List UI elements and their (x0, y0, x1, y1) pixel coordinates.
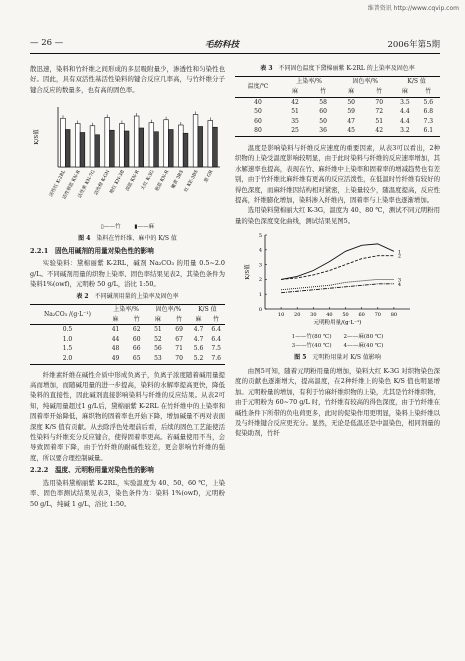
paragraph: 由图5可知，随着元明粉用量的增加，染料大红 K-3G 对织物染色深度的贡献也逐渐增大，提高温度，在2种纤维上的染色 K/S 值也明显增加。元明粉量的增加，有利于竹麻纤维织物的上染，尤其是竹纤维织物，由于元明粉为 60~70 g/L 时，竹纤维有较高的得色深度，由于竹纤维在碱性条件下所带的负电荷更多，此时的促染作用更明显，染料上染纤维以及与纤维键合反应更充分。显然，无论是低温还是中温染色，相同剂量的促染助剂，竹纤 (235, 367, 440, 438)
fig4-legend (30, 223, 225, 232)
bar-linen (65, 130, 70, 168)
x-tick-label: 深蓝 KN-R (125, 169, 141, 193)
table-row: 80 25 36 45 42 3.2 6.1 (235, 126, 440, 136)
page-number: — 26 — (30, 38, 64, 48)
x-tick-label: 活性黄 KN-7G (77, 169, 97, 200)
x-tick-label: 活性翠蓝 KN-R (62, 169, 82, 201)
x-tick-label: 艳红 KN-3B (109, 169, 127, 196)
bar-linen (80, 133, 85, 168)
right-column (235, 64, 440, 439)
bar-bamboo (193, 115, 198, 168)
table-rowhead: 温度/℃ (235, 77, 281, 97)
y-tick-label: 4 (258, 247, 262, 254)
table-row: 50 51 60 59 72 4.4 6.8 (254, 108, 434, 116)
page-header (30, 38, 440, 52)
x-tick-label: 艳蓝 KN-R (154, 169, 171, 193)
fig4-chart (30, 99, 225, 219)
paragraph: 实验染料：黛棉丽紫 K-2RL，碱剂 Na₂CO₃ 的用量 0.5~2.0 g/L。不同碱剂用量的织物上染率、固色率结果见表2，其染色条件为染料1%(owf)，元明粉 50 g/L，浴比 1:50。 (30, 259, 225, 289)
bar-linen (213, 127, 218, 167)
bar-linen (124, 131, 129, 167)
fig4-caption: 图 4 染料在竹纤维、麻中的 K/S 值 (78, 234, 177, 242)
x-tick-label: 黑 GR (203, 169, 215, 184)
y-tick-label: 0 (258, 307, 262, 314)
table2-caption: 表 2 不同碱剂用量的上染率及固色率 (76, 292, 179, 300)
x-tick-label: 70 (374, 312, 381, 319)
x-tick-label: 80 (390, 312, 398, 319)
paragraph: 选用染料黛棉丽大红 K-3G，温度为 40、80 ℃，测试不同元明粉用量的染色深度变化曲线，测试结果见图5。 (235, 206, 440, 225)
paragraph: 散迅速，染料和竹纤维之间形成的多层吸附量少，渗透性和匀染性也好。因此，具有双活性基活性染料的键合反应几率高，与竹纤维分子键合反应的数量多，也有高的固色率。 (30, 65, 225, 94)
x-axis-label: 元明粉用量/(g·L⁻¹) (313, 320, 362, 327)
journal-name: 毛纺科技 (205, 40, 240, 50)
bar-bamboo (134, 116, 139, 167)
paragraph: 选用染料黛棉丽紫 K-2RL，实验温度为 40、50、60 ℃，上染率、固色率测试结果见表3，染色条件为：染料 1%(owf)，元明粉 50 g/L，纯碱 1 g/L，浴比 1:50。 (30, 478, 225, 508)
x-tick-label: 活性橙 K-GN (93, 169, 112, 197)
issue-label: 2006年第5期 (387, 40, 440, 50)
bar-linen (139, 128, 144, 167)
bar-linen (168, 130, 173, 168)
y-tick-label: 3 (258, 262, 262, 269)
bar-bamboo (164, 120, 169, 167)
bar-linen (183, 133, 188, 167)
x-tick-label: 红 KE-3BS (184, 169, 200, 194)
y-tick-label: 5 (258, 233, 262, 240)
figure-5 (235, 229, 440, 363)
legend-item-bamboo: ▯——竹 (100, 223, 121, 230)
table-row: 1.0 44 60 52 67 4.7 6.4 (62, 335, 221, 343)
y-axis-label: K/S值 (245, 264, 251, 280)
table-3: 温度/℃ 上染率/% 固色率/% K/S 值 麻 竹 麻 竹 麻 竹 40 42 58 50 70 3.5 5.6 50 51 60 59 72 4.4 6.8 60 35 50 47 51 4.4 7.3 80 25 36 45 42 3.2 6.1 (235, 76, 440, 137)
x-tick-label: 30 (310, 312, 317, 319)
bar-bamboo (178, 125, 183, 167)
table-rowhead: Na₂CO₃ /(g·L⁻¹) (30, 305, 105, 325)
table3-caption: 表 3 不同固色温度下黛棉丽紫 K-2RL 的上染率及固色率 (260, 65, 415, 72)
bar-bamboo (105, 118, 110, 168)
section-heading: 2.2.1 固色用碱剂的用量对染色性的影响 (30, 247, 154, 256)
x-tick-label: 活性红 K-2RL (48, 169, 68, 199)
curve-label: 4 (397, 282, 402, 289)
x-tick-label: 60 (358, 312, 365, 319)
bar-bamboo (120, 124, 125, 168)
x-tick-label: 大红 K-3G (140, 169, 156, 192)
y-tick-label: 1 (258, 292, 262, 299)
series-line-1 (281, 244, 394, 280)
watermark: 维普资讯 http://www.cqvip.com (367, 5, 459, 12)
bar-linen (198, 127, 203, 168)
table-row: 2.0 49 65 53 70 5.2 7.6 (30, 354, 225, 364)
table-2: Na₂CO₃ /(g·L⁻¹) 上染率/% 固色率/% K/S 值 麻 竹 麻 竹 麻 竹 0.5 41 62 51 69 4.7 6.4 1.0 44 60 52 67 4.7 6.4 1.5 48 66 56 71 5.6 7.5 2.0 49 65 53 70 5.2 7.6 (30, 304, 225, 365)
curve-label: 2 (397, 253, 402, 260)
paragraph: 温度是影响染料与纤维反应速度的重要因素，从表3可以看出，2种织物的上染受温度影响较明显，由于此时染料与纤维的反应速率增加，其水解速率也提高，表现在竹、麻纤维中上染率和固着率的增减趋势也有差别，由于竹纤维比麻纤维有更高的反应活泼性，在低温时竹纤维有较好的得色深度，而麻纤维因结构相对紧密，上染量较少，随温度提高，反应性提高，纤维膨化增加，染料渗入纤维内，固着率与上染率也逐渐增加。 (235, 143, 440, 204)
header-rule (30, 53, 440, 54)
section-heading: 2.2.2 温度、元明粉用量对染色性的影响 (30, 466, 154, 475)
curve-label: 3 (397, 277, 402, 284)
table-row: 40 42 58 50 70 3.5 5.6 (254, 98, 434, 106)
fig5-caption: 图 5 元明粉用量对 K/S 值影响 (294, 353, 381, 361)
bar-linen (110, 130, 115, 167)
x-tick-label: 40 (326, 312, 333, 319)
bar-bamboo (149, 123, 154, 167)
bar-linen (95, 135, 100, 167)
y-axis-label: K/S值 (34, 129, 40, 145)
bar-bamboo (208, 121, 213, 168)
bar-linen (154, 132, 159, 167)
legend-item-linen: ▮——麻 (134, 223, 155, 230)
figure-4 (30, 99, 225, 244)
bar-bamboo (61, 118, 66, 167)
x-tick-label: 10 (277, 312, 285, 319)
bar-bamboo (90, 126, 95, 167)
table-row: 60 35 50 47 51 4.4 7.3 (254, 117, 434, 125)
fig5-legend: 1——竹(80 ℃) 2——麻(80 ℃) 3——竹(40 ℃) 4——麻(40 ℃) (291, 333, 384, 349)
x-tick-label: 嫩黄 3RS (171, 169, 185, 190)
x-tick-label: 20 (294, 312, 301, 319)
y-tick-label: 2 (258, 277, 262, 284)
table-row: 0.5 41 62 51 69 4.7 6.4 (62, 326, 221, 334)
series-line-3 (281, 280, 394, 290)
table-row: 1.5 48 66 56 71 5.6 7.5 (62, 345, 221, 353)
bar-bamboo (75, 124, 80, 168)
curve-label: 1 (397, 249, 402, 256)
fig5-chart (235, 229, 440, 329)
x-tick-label: 50 (342, 312, 349, 319)
left-column (30, 64, 225, 509)
paragraph: 纤维素纤维在碱性介质中形成负离子，负离子浓度随着碱用量提高而增加，而随碱用量的进一步提高，染料的水解率提高更快，降低染料的直接性，因此碱剂直接影响染料与纤维的反应结果。从表2可知，纯碱用量超过1 g/L后，黛棉丽紫 K-2RL 在竹纤维中的上染率和固着率开始降低，麻织物的固着率也开始下降，增加碱量不再对表面深度 K/S 值有贡献。从去除浮色处理前后看，后续的固色工艺能使活性染料与纤维充分反应键合，使得固着率更高。若碱量使用不当，会导致固着率下降，由于竹纤维的耐碱性较差，更会影响竹纤维的强度，所以要合理控制碱量。 (30, 370, 225, 462)
